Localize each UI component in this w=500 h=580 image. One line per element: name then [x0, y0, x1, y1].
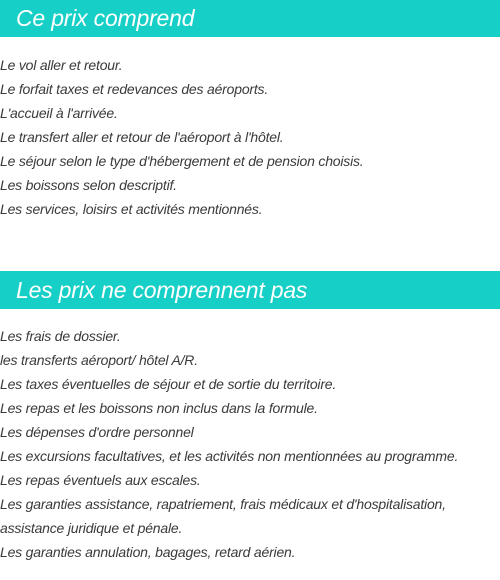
list-item: Les repas et les boissons non inclus dans la formule.: [0, 400, 318, 416]
list-item: Les services, loisirs et activités mentionnés.: [0, 201, 263, 217]
list-item: Les dépenses d'ordre personnel: [0, 424, 194, 440]
excluded-section: [0, 271, 500, 560]
list-item: Les boissons selon descriptif.: [0, 177, 177, 193]
list-item: Le forfait taxes et redevances des aéroports.: [0, 81, 269, 97]
excluded-heading: Les prix ne comprennent pas: [0, 271, 500, 309]
list-item: Les taxes éventuelles de séjour et de sortie du territoire.: [0, 376, 337, 392]
included-list: [0, 53, 363, 221]
list-item: Les garanties assistance, rapatriement, frais médicaux et d'hospitalisation,: [0, 496, 446, 512]
list-item: Les garanties annulation, bagages, retard aérien.: [0, 544, 296, 560]
list-item: assistance juridique et pénale.: [0, 520, 183, 536]
included-heading: Ce prix comprend: [0, 0, 500, 37]
list-item: les transferts aéroport/ hôtel A/R.: [0, 352, 198, 368]
excluded-list: [0, 324, 458, 564]
list-item: Les frais de dossier.: [0, 328, 121, 344]
list-item: L'accueil à l'arrivée.: [0, 105, 118, 121]
included-section: [0, 0, 500, 217]
list-item: Le vol aller et retour.: [0, 57, 123, 73]
list-item: Les excursions facultatives, et les activités non mentionnées au programme.: [0, 448, 459, 464]
list-item: Le séjour selon le type d'hébergement et de pension choisis.: [0, 153, 364, 169]
list-item: Les repas éventuels aux escales.: [0, 472, 201, 488]
list-item: Le transfert aller et retour de l'aéroport à l'hôtel.: [0, 129, 284, 145]
